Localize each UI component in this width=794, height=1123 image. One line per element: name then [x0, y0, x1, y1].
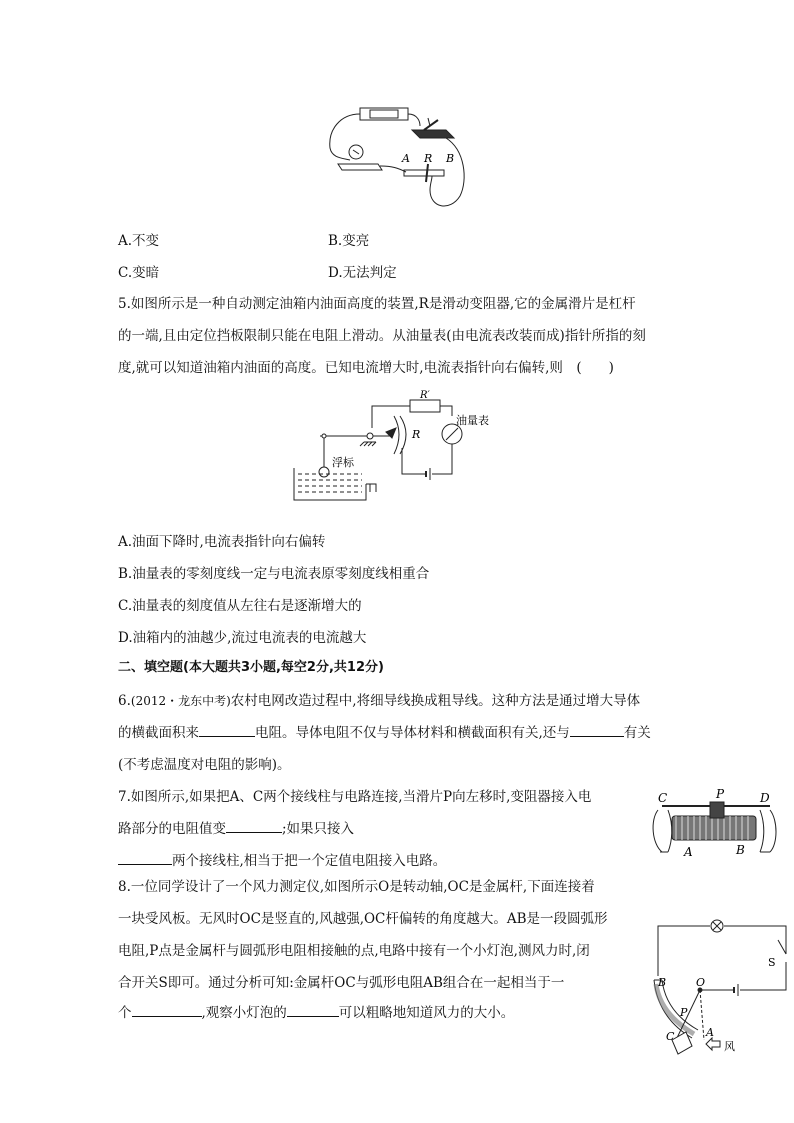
q6-text-2c: 有关	[623, 725, 651, 741]
q8-line-3: 电阻,P点是金属杆与圆弧形电阻相接触的点,电路中接有一个小灯泡,测风力时,闭	[118, 943, 590, 959]
q4-option-b: B.变亮	[328, 233, 370, 249]
q7-rheostat-figure	[648, 786, 780, 858]
q6-text-1: 农村电网改造过程中,将细导线换成粗导线。这种方法是通过增大导体	[230, 693, 641, 709]
q6-blank-1[interactable]	[199, 724, 255, 737]
q5-oil-gauge-figure	[290, 388, 510, 508]
q5-label-meter: 油量表	[456, 414, 489, 427]
q4-circuit-figure	[320, 100, 470, 212]
q5-option-a: A.油面下降时,电流表指针向右偏转	[118, 534, 326, 550]
q7-text-2a: 路部分的电阻值变	[118, 821, 226, 837]
q6-text-2a: 的横截面积来	[118, 725, 199, 741]
q7-label-c: C	[658, 791, 668, 805]
sliding-rheostat-coil	[672, 816, 756, 840]
section-2-title: 二、填空题(本大题共3小题,每空2分,共12分)	[118, 660, 384, 675]
q6-line-3: (不考虑温度对电阻的影响)。	[118, 757, 291, 773]
q7-blank-1[interactable]	[226, 820, 282, 833]
q8-blank-1[interactable]	[132, 1004, 202, 1017]
q8-label-b: B	[658, 976, 667, 989]
q7-label-a: A	[684, 845, 693, 858]
q8-line-4: 合开关S即可。通过分析可知:金属杆OC与弧形电阻AB组合在一起相当于一	[118, 975, 565, 991]
q4-option-d: D.无法判定	[328, 265, 397, 281]
q8-label-a: A	[706, 1026, 714, 1039]
q7-text-2b: ;如果只接入	[282, 821, 355, 837]
q6-line-2	[118, 721, 651, 741]
q8-text-5c: 可以粗略地知道风力的大小。	[338, 1005, 515, 1021]
oil-tank-icon	[294, 468, 366, 500]
q5-stem-line-1: 5.如图所示是一种自动测定油箱内油面高度的装置,R是滑动变阻器,它的金属滑片是杠杆	[118, 296, 636, 312]
q8-line-5	[118, 1001, 514, 1021]
wind-arrow-icon	[706, 1038, 720, 1050]
q5-label-r: R	[412, 428, 421, 441]
q8-label-wind: 风	[724, 1040, 735, 1053]
q4-option-a: A.不变	[118, 233, 160, 249]
q8-label-c: C	[666, 1030, 675, 1043]
q7-label-b: B	[736, 843, 745, 857]
q5-stem-line-2: 的一端,且由定位挡板限制只能在电阻上滑动。从油量表(由电流表改装而成)指针所指的刻	[118, 328, 646, 344]
q5-option-d: D.油箱内的油越少,流过电流表的电流越大	[118, 630, 367, 646]
wind-plate-icon	[672, 1032, 692, 1054]
float-icon	[319, 467, 329, 477]
switch-s-icon	[778, 940, 786, 954]
q5-option-c: C.油量表的刻度值从左往右是逐渐增大的	[118, 598, 362, 614]
q8-text-5b: ,观察小灯泡的	[201, 1005, 287, 1021]
q5-label-float: 浮标	[332, 456, 354, 469]
q8-wind-meter-figure	[640, 914, 790, 1064]
q7-label-d: D	[760, 791, 770, 805]
q8-text-5a: 个	[118, 1005, 132, 1021]
q7-line-1: 7.如图所示,如果把A、C两个接线柱与电路连接,当滑片P向左移时,变阻器接入电	[118, 789, 592, 805]
q8-label-s: S	[768, 956, 776, 969]
q6-blank-2[interactable]	[570, 724, 624, 737]
slider-p-icon	[710, 802, 724, 818]
bulb-base-icon	[338, 164, 382, 170]
q5-stem-line-3: 度,就可以知道油箱内油面的高度。已知电流增大时,电流表指针向右偏转,则 ( )	[118, 360, 614, 376]
q8-line-1: 8.一位同学设计了一个风力测定仪,如图所示O是转动轴,OC是金属杆,下面连接着	[118, 879, 595, 895]
q8-label-p: P	[680, 1006, 688, 1019]
q4-label-b: B	[446, 152, 455, 165]
q7-line-2	[118, 817, 354, 837]
q6-text-2b: 电阻。导体电阻不仅与导体材料和横截面积有关,还与	[255, 725, 570, 741]
q7-text-3: 两个接线柱,相当于把一个定值电阻接入电路。	[172, 853, 447, 869]
rheostat-icon	[404, 170, 444, 176]
q7-label-p: P	[716, 787, 725, 801]
q8-blank-2[interactable]	[287, 1004, 339, 1017]
q6-line-1	[118, 689, 640, 709]
q7-blank-2[interactable]	[118, 852, 172, 865]
q6-source: (2012・龙东中考)	[130, 694, 231, 708]
switch-icon	[412, 130, 454, 138]
resistor-r-prime-icon	[410, 400, 440, 412]
q8-line-2: 一块受风板。无风时OC是竖直的,风越强,OC杆偏转的角度越大。AB是一段圆弧形	[118, 911, 608, 927]
q4-label-a: A	[402, 152, 410, 165]
q4-label-r: R	[424, 152, 433, 165]
arc-resistor-icon	[394, 416, 399, 454]
q5-label-r-prime: R′	[420, 390, 430, 401]
q6-number: 6.	[118, 693, 131, 709]
q7-line-3	[118, 849, 446, 869]
q5-option-b: B.油量表的零刻度线一定与电流表原零刻度线相重合	[118, 566, 430, 582]
q4-option-c: C.变暗	[118, 265, 160, 281]
q8-label-o: O	[696, 976, 706, 989]
